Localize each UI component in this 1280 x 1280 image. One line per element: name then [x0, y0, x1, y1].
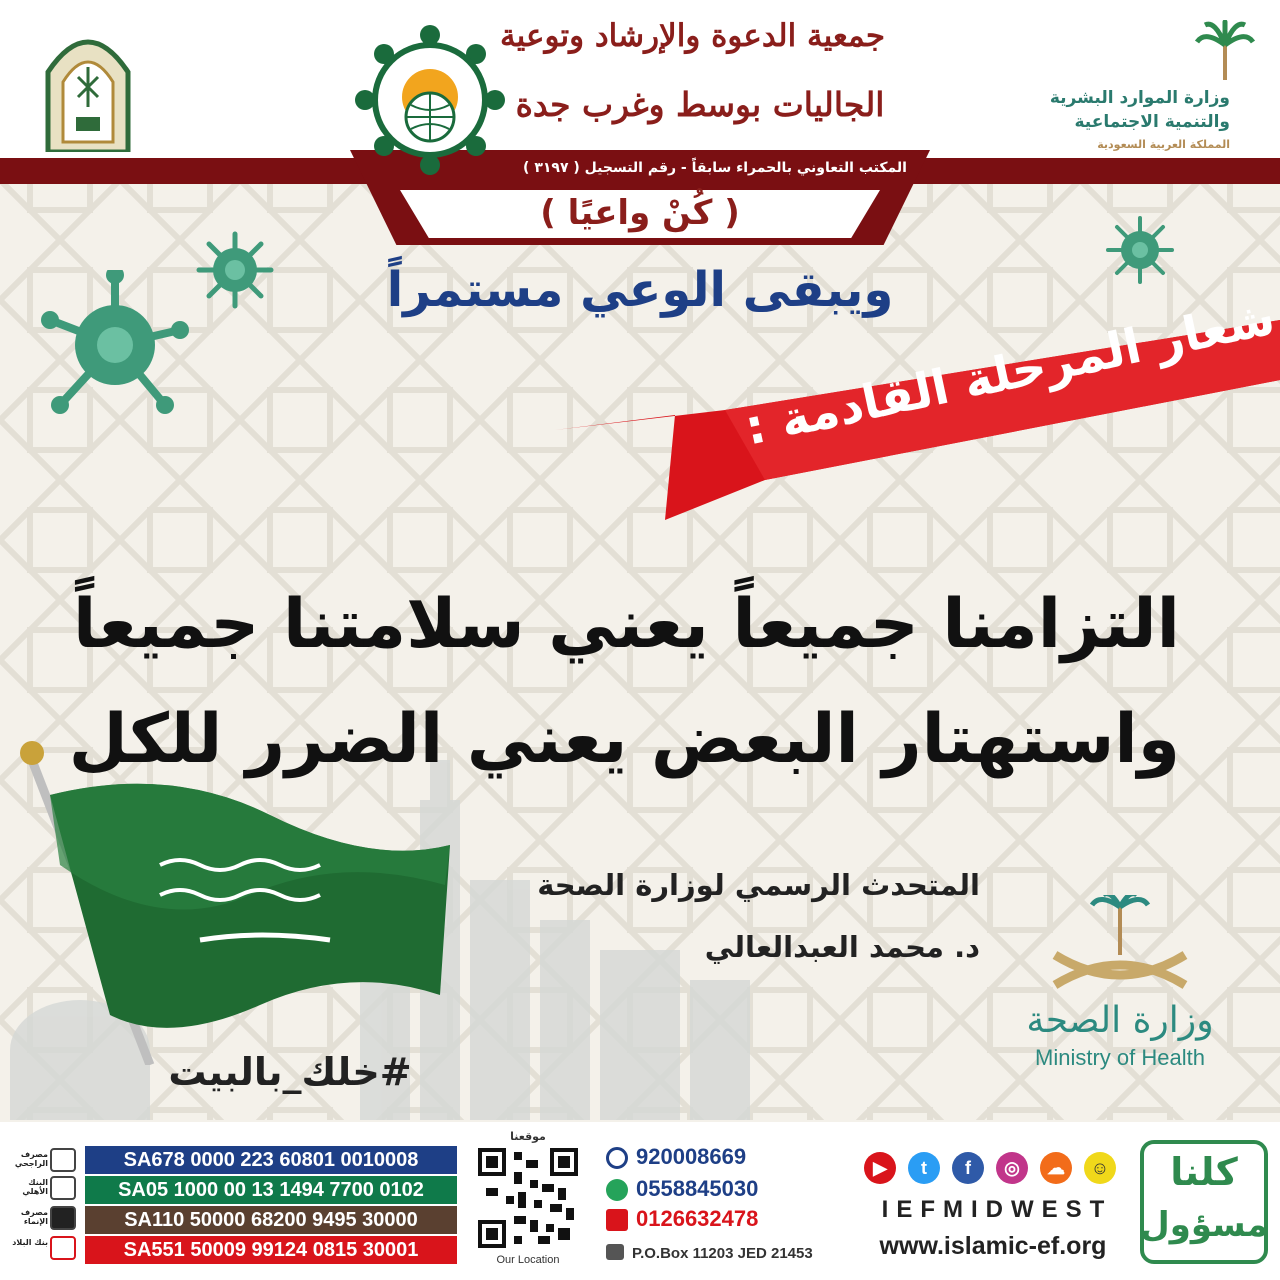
instagram-icon[interactable]: ◎ [996, 1152, 1028, 1184]
phone-number: 920008669 [636, 1144, 747, 1169]
association-name-line2: الجاليات بوسط وغرب جدة [515, 85, 885, 124]
spokesman-name: د. محمد العبدالعالي [704, 930, 980, 964]
association-name-line1: جمعية الدعوة والإرشاد وتوعية [499, 18, 885, 54]
bank-label: البنك الأهلي [22, 1178, 48, 1196]
snapchat-icon[interactable]: ☺ [1084, 1152, 1116, 1184]
hr-ministry-name-line1: وزارة الموارد البشرية [1049, 88, 1230, 108]
whatsapp-contact[interactable] [606, 1176, 866, 1206]
social-handle[interactable]: IEFMIDWEST [881, 1196, 1113, 1223]
main-message-line2: واستهتار البعض يعني الضرر للكل [68, 700, 1180, 779]
whatsapp-number: 0558845030 [636, 1176, 759, 1201]
albilad-icon [50, 1236, 76, 1260]
virus-icon [195, 230, 275, 310]
bank-label: مصرف الراجحي [14, 1150, 48, 1168]
hr-ministry-country: المملكة العربية السعودية [1097, 138, 1230, 151]
fax-contact[interactable] [606, 1206, 866, 1236]
website-link[interactable]: www.islamic-ef.org [879, 1232, 1107, 1260]
bank-iban-bar: SA551 50009 99124 0815 30001 [85, 1236, 457, 1264]
moh-english-name: Ministry of Health [1035, 1045, 1205, 1070]
hashtag: #خلك_بالبيت [168, 1050, 412, 1094]
qr-caption-top: موقعنا [510, 1130, 546, 1143]
virus-icon [1105, 215, 1175, 285]
bank-iban-bar: SA05 1000 00 13 1494 7700 0102 [85, 1176, 457, 1204]
mailbox-icon [606, 1244, 624, 1260]
pobox-text: P.O.Box 11203 JED 21453 [632, 1245, 813, 1262]
ministry-of-health-logo [1045, 895, 1195, 1005]
twitter-icon[interactable]: t [908, 1152, 940, 1184]
association-registration: المكتب التعاوني بالحمراء سابقاً - رقم التسجيل ( ٣١٩٧ ) [523, 160, 907, 176]
spokesman-title: المتحدث الرسمي لوزارة الصحة [537, 868, 980, 902]
soundcloud-icon[interactable]: ☁ [1040, 1152, 1072, 1184]
bank-iban-bar: SA110 50000 68200 9495 30000 [85, 1206, 457, 1234]
bank-label: بنك البلاد [12, 1238, 48, 1247]
location-qr-code[interactable] [478, 1148, 578, 1248]
whatsapp-icon [606, 1179, 628, 1201]
hr-ministry-name-line2: والتنمية الاجتماعية [1074, 112, 1230, 132]
saudi-flag-illustration [20, 735, 460, 1065]
bank-label: مصرف الإنماء [20, 1208, 48, 1226]
awareness-headline: ويبقى الوعي مستمراً [386, 262, 894, 318]
slogan-title: شعار المرحلة القادمة : [740, 289, 1280, 457]
pobox-contact [606, 1238, 866, 1268]
phone-contact[interactable] [606, 1144, 866, 1174]
islamic-affairs-ministry-logo [38, 22, 138, 152]
youtube-icon[interactable]: ▶ [864, 1152, 896, 1184]
virus-icon [40, 270, 190, 420]
qr-caption-bottom: Our Location [496, 1254, 560, 1266]
fax-number: 0126632478 [636, 1206, 759, 1231]
bank-iban-bar: SA678 0000 223 60801 0010008 [85, 1146, 457, 1174]
palm-tree-icon [1195, 20, 1255, 80]
ncb-icon [50, 1176, 76, 1200]
main-message-line1: التزامنا جميعاً يعني سلامتنا جميعاً [73, 585, 1180, 664]
kulna-line2: مسؤول [1140, 1205, 1268, 1245]
alrajhi-icon [50, 1148, 76, 1172]
phone-icon [606, 1147, 628, 1169]
kulna-line1: كلنا [1170, 1150, 1238, 1194]
moh-arabic-name: وزارة الصحة [1026, 1000, 1214, 1041]
fax-icon [606, 1209, 628, 1231]
association-logo [355, 25, 505, 175]
alinma-icon [50, 1206, 76, 1230]
be-aware-label: ( كُنْ واعيًا ) [540, 193, 740, 233]
facebook-icon[interactable]: f [952, 1152, 984, 1184]
